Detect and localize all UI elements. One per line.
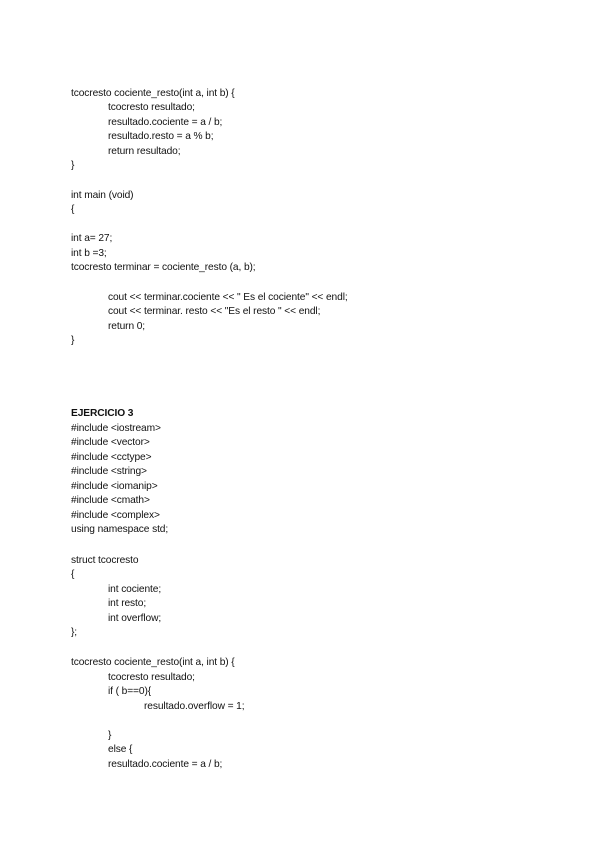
code-line: else { — [108, 744, 133, 755]
code-line: tcocresto cociente_resto(int a, int b) { — [71, 88, 235, 99]
code-line: if ( b==0){ — [108, 686, 152, 697]
code-line: return 0; — [108, 321, 146, 332]
code-line: int main (void) — [71, 190, 134, 201]
include-line: #include <vector> — [71, 437, 150, 448]
include-line: #include <cmath> — [71, 495, 150, 506]
code-line: struct tcocresto — [71, 555, 139, 566]
include-line: #include <complex> — [71, 510, 160, 521]
code-line: resultado.overflow = 1; — [144, 701, 245, 712]
code-line: } — [71, 160, 75, 171]
code-line: int overflow; — [108, 613, 162, 624]
code-line: using namespace std; — [71, 524, 169, 535]
code-line: resultado.cociente = a / b; — [108, 117, 223, 128]
code-line: { — [71, 569, 75, 580]
code-line: cout << terminar.cociente << " Es el cociente" << endl; — [108, 292, 348, 303]
include-line: #include <iomanip> — [71, 481, 158, 492]
code-line: tcocresto resultado; — [108, 672, 195, 683]
code-line: } — [108, 730, 112, 741]
code-line: } — [71, 335, 75, 346]
code-line: tcocresto resultado; — [108, 102, 195, 113]
include-line: #include <iostream> — [71, 423, 161, 434]
include-line: #include <cctype> — [71, 452, 152, 463]
include-line: #include <string> — [71, 466, 147, 477]
code-line: int b =3; — [71, 248, 107, 259]
section-heading: EJERCICIO 3 — [71, 408, 134, 419]
code-line: resultado.resto = a % b; — [108, 131, 214, 142]
code-line: resultado.cociente = a / b; — [108, 759, 223, 770]
code-line: }; — [71, 627, 78, 638]
code-line: int a= 27; — [71, 233, 113, 244]
code-line: return resultado; — [108, 146, 181, 157]
code-line: tcocresto terminar = cociente_resto (a, b); — [71, 262, 256, 273]
code-line: int cociente; — [108, 584, 162, 595]
code-line: { — [71, 204, 75, 215]
code-line: int resto; — [108, 598, 147, 609]
code-line: cout << terminar. resto << "Es el resto " << endl; — [108, 306, 321, 317]
code-line: tcocresto cociente_resto(int a, int b) { — [71, 657, 235, 668]
